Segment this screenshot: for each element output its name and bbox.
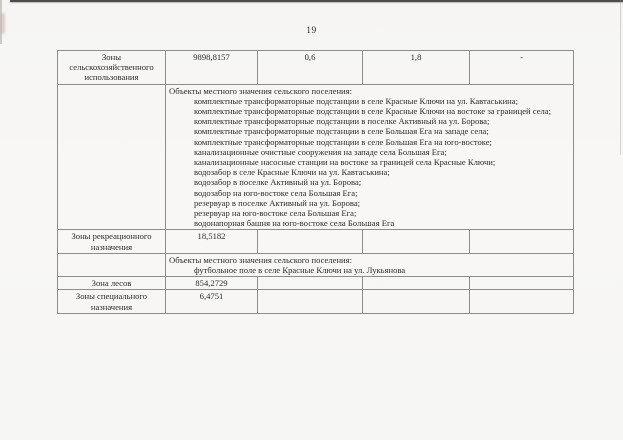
object-item: канализационные очистные сооружения на западе села Большая Ега; (194, 146, 447, 157)
table-row-agricultural-zone (58, 51, 574, 85)
zone-value-cell: 0,6 (258, 51, 363, 85)
local-objects-cell (166, 253, 574, 276)
zone-area-cell: 854,2729 (166, 277, 258, 290)
zone-area-cell: 9898,8157 (166, 51, 258, 85)
scan-artifact-top-line (10, 0, 623, 2)
table-row-recreational-zone (58, 230, 574, 253)
empty-cell (470, 230, 574, 253)
zone-area-cell: 18,5182 (166, 230, 258, 253)
table-row-recreational-objects (58, 253, 574, 276)
empty-cell (363, 290, 470, 313)
zone-name-cell: Зоны специального назначения (58, 290, 166, 313)
land-zones-table (57, 50, 574, 314)
local-objects-cell (166, 84, 574, 230)
empty-cell (258, 290, 363, 313)
page-number: 19 (306, 26, 317, 36)
table-row-forest-zone (58, 277, 574, 290)
object-item: резервуар на юго-востоке села Большая Ега; (194, 208, 357, 219)
object-item: водозабор в поселке Активный на ул. Борова; (194, 177, 362, 188)
object-item: футбольное поле в селе Красные Ключи на ул. Лукьянова (194, 265, 406, 276)
empty-cell (363, 277, 470, 290)
object-item: комплектные трансформаторные подстанции в поселке Активный на ул. Борова; (194, 116, 490, 127)
object-item: водозабор на юго-востоке села Большая Ега; (194, 187, 358, 198)
object-item: комплектные трансформаторные подстанции в селе Большая Ега на юго-востоке; (194, 136, 492, 147)
zone-value-cell: 1,8 (363, 51, 470, 85)
object-item: комплектные трансформаторные подстанции в селе Красные Ключи на востоке за границей села; (194, 106, 551, 117)
object-item: водозабор в селе Красные Ключи на ул. Кавтаськина; (194, 167, 390, 178)
object-item: комплектные трансформаторные подстанции в селе Красные Ключи на ул. Кавтаськина; (194, 95, 518, 106)
table-row-special-zone (58, 290, 574, 313)
empty-cell (258, 277, 363, 290)
empty-cell (58, 84, 166, 230)
zone-value-cell: - (470, 51, 574, 85)
zone-name-cell: Зоны сельскохозяйственного использования (58, 51, 166, 85)
empty-cell (58, 253, 166, 276)
objects-heading: Объекты местного значения сельского поселения: (169, 85, 352, 96)
object-item: водонапорная башня на юго-востоке села Большая Ега (194, 218, 395, 229)
empty-cell (363, 230, 470, 253)
empty-cell (470, 277, 574, 290)
table-row-agricultural-objects (58, 84, 574, 230)
zone-area-cell: 6,4751 (166, 290, 258, 313)
empty-cell (258, 230, 363, 253)
object-item: канализационные насосные станции на востоке за границей села Красные Ключи; (194, 157, 496, 168)
object-item: резервуар в поселке Активный на ул. Борова; (194, 197, 361, 208)
scan-artifact-right-edge (620, 0, 621, 155)
zone-name-cell: Зона лесов (58, 277, 166, 290)
objects-heading: Объекты местного значения сельского поселения: (169, 254, 352, 265)
empty-cell (470, 290, 574, 313)
zone-name-cell: Зоны рекреационного назначения (58, 230, 166, 253)
object-item: комплектные трансформаторные подстанции в селе Большая Ега на западе села; (194, 126, 489, 137)
